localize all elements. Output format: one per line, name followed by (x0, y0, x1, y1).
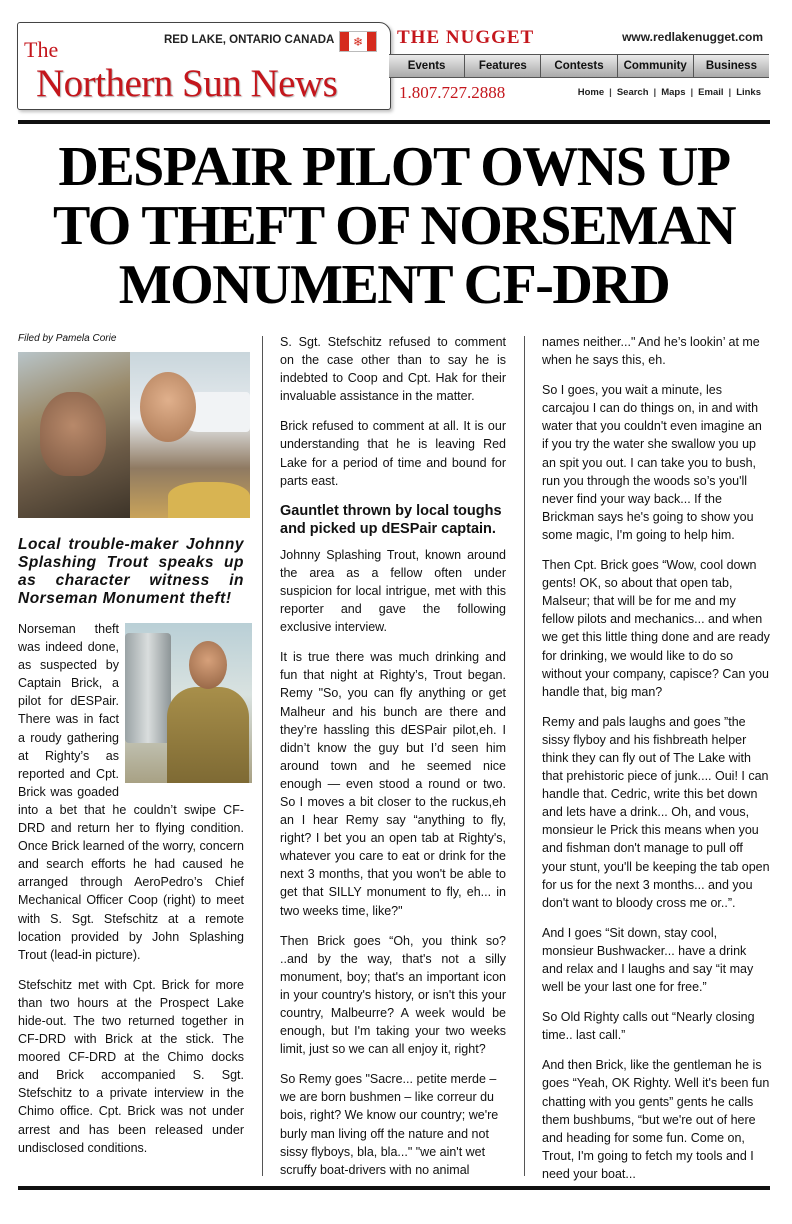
column-2 (280, 333, 506, 1191)
tab-business[interactable]: Business (694, 55, 769, 77)
canada-flag-icon: ❄ (339, 31, 377, 52)
byline: Filed by Pamela Corie (18, 333, 117, 344)
phone-number: 1.807.727.2888 (399, 83, 506, 102)
lead-subhead: Local trouble-maker Johnny Splashing Trout speaks up as character witness in Norseman Monument theft! (18, 536, 244, 607)
lead-photo (18, 352, 250, 518)
logo-the: The (24, 37, 59, 62)
link-search[interactable]: Search (616, 87, 649, 98)
column-divider (262, 336, 263, 1176)
paragraph: names neither..." And he’s lookin’ at me when he says this, eh. (542, 335, 760, 368)
nugget-title[interactable]: THE NUGGET (397, 27, 535, 48)
paragraph: And then Brick, like the gentleman he is goes “Yeah, OK Righty. Well it's been fun chatting with you gents” gents he calls them bushbums, “but we're out of here and heading for some fun. Come on, Trout, I'm going to fetch my tools and I need your boat... (542, 1058, 770, 1181)
paragraph: Then Cpt. Brick goes “Wow, cool down gents! OK, so about that open tab, Malseur; that will be for me and my fellow pilots and mechanics... and when we get this little thing done and are ready for drinking, we would like to do so without your company, capisce? Can you handle that, big man? (542, 558, 770, 699)
paragraph: Stefschitz met with Cpt. Brick for more than two hours at the Prospect Lake hide-out. The two returned together in CF-DRD with Brick at the stick. The moored CF-DRD at the Chimo docks and Brick accompanied S. Sgt. Stefschitz to a private interview in the Chimo office. Cpt. Brick was not under arrest and has been released under undisclosed conditions. (18, 977, 244, 1155)
headline: DESPAIR PILOT OWNS UP TO THEFT OF NORSEMAN MONUMENT CF-DRD (52, 136, 736, 316)
website-url[interactable]: www.redlakenugget.com (622, 30, 763, 44)
subnav-links: Home | Search | Maps | Email | Links (577, 87, 761, 98)
link-email[interactable]: Email (698, 87, 724, 98)
masthead (17, 22, 769, 112)
paragraph: Brick refused to comment at all. It is our understanding that he is leaving Red Lake for a period of time and bound for parts east. (280, 419, 506, 488)
paragraph: S. Sgt. Stefschitz refused to comment on the case other than to say he is indebted to Coop and Cpt. Hak for their invaluable assistance in the matter. (280, 335, 506, 404)
tab-contests[interactable]: Contests (541, 55, 617, 77)
location-label: RED LAKE, ONTARIO CANADA (164, 34, 335, 46)
paragraph: It is true there was much drinking and fun that night at Righty’s, Trout began. Remy "So, you can fly anything or get Malheur and his bunch are there and they’re hassling this dESPair pilot,eh. I didn’t know the guy but I’d seen him around town and he seemed nice enough — even stood a round or two. So I moves a bit closer to the ruckus,eh an I hear Remy say “anything to fly, right? I bet you an open tab at Righty's, whatever you care to eat or drink for the next 3 months, that you won't be able to get that SILLY monument to fly, eh... in two weeks time, like?" (280, 650, 506, 918)
bottom-rule (18, 1186, 770, 1190)
link-links[interactable]: Links (736, 87, 761, 98)
nav-tabs (389, 54, 769, 78)
paragraph: Then Brick goes “Oh, you think so? ..and by the way, that's not a silly monument, boy; that's an important icon in your country's history, or isn't this your country, Malbeurre? A week would be enough, but I'm taking your two weeks limit, just so we can all enjoy it, right? (280, 933, 506, 1057)
paragraph: Johnny Splashing Trout, known around the area as a fellow often under suspicion for local intrigue, met with this reporter and gave the following exclusive interview. (280, 547, 506, 635)
paragraph: So I goes, you wait a minute, les carcajou I can do things on, in and with water that you couldn't even imagine an if you try the water she swallow you up an spit you out. I can take you to bush, run you through the woods so’s you'll never find your way back... If the Brickman says he's going to show you some magic, I'm going to help him. (542, 383, 762, 542)
tab-events[interactable]: Events (389, 55, 465, 77)
column-3 (542, 333, 770, 1195)
link-home[interactable]: Home (577, 87, 605, 98)
top-rule (18, 120, 770, 124)
nav-box (389, 22, 769, 108)
tab-community[interactable]: Community (618, 55, 694, 77)
paragraph: So Old Righty calls out “Nearly closing time.. last call.” (542, 1010, 755, 1043)
section-subhead: Gauntlet thrown by local toughs and picked up dESPair captain. (280, 502, 502, 537)
link-maps[interactable]: Maps (661, 87, 686, 98)
column-1 (18, 333, 244, 1169)
paragraph: And I goes “Sit down, stay cool, monsieur Bushwacker... have a drink and relax and I laughs and say “it may well be your last one for free.” (542, 925, 754, 995)
paragraph: So Remy goes "Sacre... petite merde – we are born bushmen – like correur du bois, right? We know our country; we're burly man living off the nature and not sissy flyboys, bla, bla..." "we ain't wet scruffy boat-drivers with no animal (280, 1072, 499, 1177)
tab-features[interactable]: Features (465, 55, 541, 77)
logo-name: Northern Sun News (36, 62, 338, 105)
paragraph: Remy and pals laughs and goes ”the sissy flyboy and his fishbreath helper think they can fly out of The Lake with that prehistoric piece of junk.... Oui! I can handle that. Cedric, write this bet down and lets have a drink... Oh, and vous, monsieur le Prick this means when you and fishman don't manage to pull off your stunt, you'll be keeping the tab open for us for the next 3 months... and you don't want to bloody cross me or..”. (542, 714, 770, 910)
coop-photo (125, 623, 252, 783)
logo-box[interactable] (17, 22, 391, 110)
paragraph: Norseman theft was indeed done, as suspected by Captain Brick, a pilot for dESPair. There was in fact a roudy gathering at Righty’s as reported and Cpt. Brick was goaded into a bet that he couldn’t swipe CF-DRD and return her to flying condition. Once Brick learned of the worry, concern and search efforts he had caused he arranged through AeroPedro’s Chief Mechanical Officer Coop (right) to meet with S. Sgt. Stefschitz at a remote location provided by John Splashing Trout (lead-in picture). (18, 622, 244, 962)
column-divider (524, 336, 525, 1176)
